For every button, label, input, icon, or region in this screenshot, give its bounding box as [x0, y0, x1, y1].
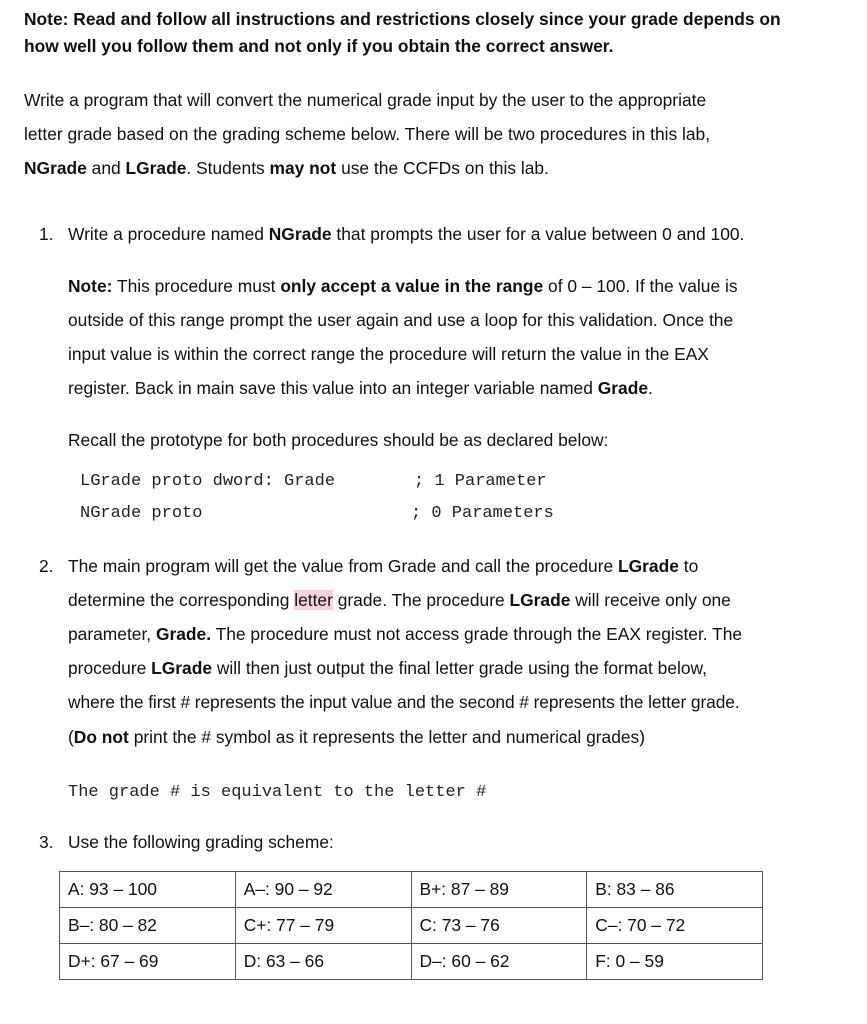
grade-cell-b: B: 83 – 86 [587, 872, 763, 908]
item-2-l3-pre: parameter, [68, 624, 156, 644]
note-header-line-1: Note: Read and follow all instructions and restrictions closely since your grade depends on [24, 9, 781, 29]
intro-line-3 [24, 158, 549, 179]
item-1-text [68, 224, 744, 245]
item-2-line-3 [68, 624, 742, 645]
intro-may-not: may not [269, 158, 337, 178]
item-2-l2-mid: grade. The procedure [332, 590, 510, 610]
item-2-line-6 [68, 727, 645, 748]
item-1-text-pre: Write a procedure named [68, 224, 269, 244]
item-2-line-2 [68, 590, 731, 611]
item-1-note-post: of 0 – 100. If the value is [543, 276, 738, 296]
item-1-ngrade: NGrade [268, 224, 332, 244]
grade-cell-d-plus: D+: 67 – 69 [60, 944, 236, 980]
item-2-l1-lgrade: LGrade [618, 556, 679, 576]
output-format-line: The grade # is equivalent to the letter # [68, 783, 487, 802]
grade-cell-d-minus: D–: 60 – 62 [411, 944, 587, 980]
item-2-l1-pre: The main program will get the value from Grade and call the procedure [68, 556, 619, 576]
grade-cell-d: D: 63 – 66 [235, 944, 411, 980]
grade-cell-c: C: 73 – 76 [411, 908, 587, 944]
item-2-line-4 [68, 658, 707, 679]
item-2-line-1 [68, 556, 698, 577]
item-1-note-line-4-pre: register. Back in main save this value into an integer variable named [68, 378, 598, 398]
item-2-l6-post: print the # symbol as it represents the letter and numerical grades) [128, 727, 646, 747]
item-2-l2-lgrade: LGrade [509, 590, 571, 610]
item-2-l4-lgrade: LGrade [151, 658, 213, 678]
item-1-note-line-4-post: . [648, 378, 653, 398]
item-1-recall: Recall the prototype for both procedures should be as declared below: [68, 430, 609, 450]
grade-cell-b-plus: B+: 87 – 89 [411, 872, 587, 908]
item-1-note-line-2: outside of this range prompt the user again and use a loop for this validation. Once the [68, 310, 734, 330]
intro-ngrade: NGrade [24, 158, 87, 178]
intro-end: use the CCFDs on this lab. [336, 158, 549, 178]
intro-lgrade: LGrade [125, 158, 187, 178]
grade-cell-c-plus: C+: 77 – 79 [235, 908, 411, 944]
item-2-l4-post: will then just output the final letter grade using the format below, [212, 658, 707, 678]
item-1-note-pre: This procedure must [112, 276, 281, 296]
item-2-l6-open: ( [68, 727, 74, 747]
item-2-l2-post: will receive only one [570, 590, 731, 610]
grade-cell-b-minus: B–: 80 – 82 [60, 908, 236, 944]
item-1-grade-var: Grade [597, 378, 649, 398]
item-2-line-5: where the first # represents the input value and the second # represents the letter grade. [68, 692, 740, 712]
item-1-number: 1. [39, 224, 54, 244]
prototype-lgrade-code: LGrade proto dword: Grade [80, 472, 336, 491]
item-2-l4-pre: procedure [68, 658, 152, 678]
item-1-note-line-3: input value is within the correct range the procedure will return the value in the EAX [68, 344, 709, 364]
item-2-l2-pre: determine the corresponding [68, 590, 295, 610]
prototype-ngrade-code: NGrade proto [80, 504, 203, 523]
grade-cell-a-minus: A–: 90 – 92 [235, 872, 411, 908]
table-row [60, 908, 763, 944]
table-row [60, 944, 763, 980]
item-2-l1-post: to [678, 556, 699, 576]
item-1-note-line-1 [68, 276, 738, 297]
grade-cell-a: A: 93 – 100 [60, 872, 236, 908]
item-2-l3-post: The procedure must not access grade through the EAX register. The [211, 624, 743, 644]
item-1-note-line-4 [68, 378, 653, 399]
item-2-number: 2. [39, 556, 54, 576]
prototype-ngrade-comment: ; 0 Parameters [411, 504, 554, 523]
item-1-note-label: Note: [68, 276, 113, 296]
item-2-l3-grade: Grade. [155, 624, 212, 644]
item-3-number: 3. [39, 832, 54, 852]
grading-scheme-table [59, 871, 763, 980]
intro-line-1: Write a program that will convert the numerical grade input by the user to the appropriate [24, 90, 707, 110]
grade-cell-c-minus: C–: 70 – 72 [587, 908, 763, 944]
intro-and: and [86, 158, 126, 178]
grade-cell-f: F: 0 – 59 [587, 944, 763, 980]
highlighted-word-letter: letter [294, 590, 333, 610]
item-1-text-post: that prompts the user for a value between 0 and 100. [331, 224, 745, 244]
note-header-line-2: how well you follow them and not only if you obtain the correct answer. [24, 36, 614, 56]
intro-line-2: letter grade based on the grading scheme below. There will be two procedures in this lab, [24, 124, 711, 144]
intro-students: . Students [186, 158, 270, 178]
item-1-note-bold: only accept a value in the range [280, 276, 544, 296]
item-2-do-not: Do not [73, 727, 129, 747]
table-row [60, 872, 763, 908]
prototype-lgrade-comment: ; 1 Parameter [414, 472, 547, 491]
item-3-text: Use the following grading scheme: [68, 832, 334, 852]
